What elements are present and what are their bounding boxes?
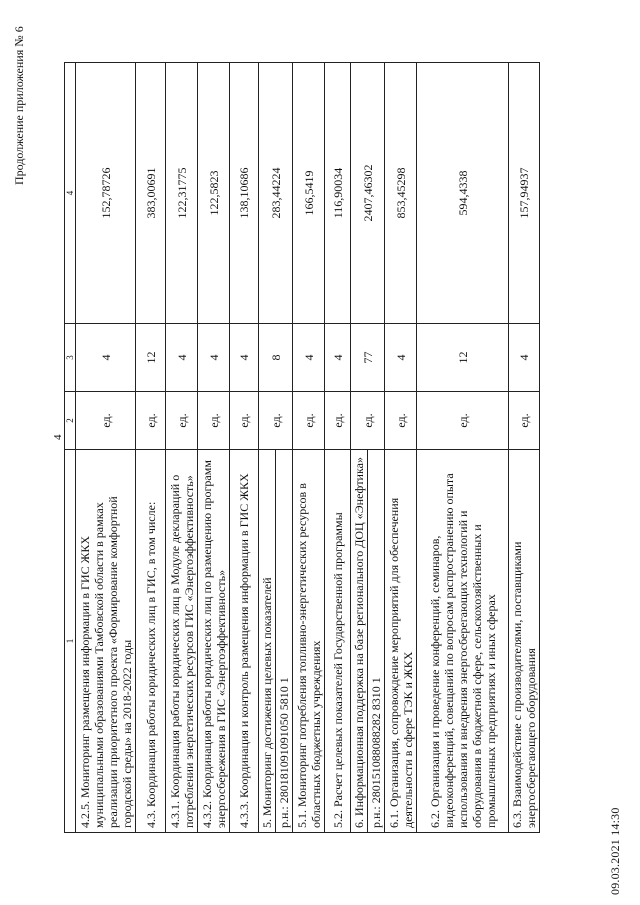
registry-number: р.н.: 280151088088282 8310 1 <box>368 450 385 833</box>
row-quantity: 12 <box>417 324 509 392</box>
row-value: 138,10686 <box>230 63 259 324</box>
row-name: 4.3. Координация работы юридических лиц в ГИС, в том числе: <box>136 450 166 833</box>
row-unit: ед. <box>417 392 509 450</box>
row-quantity: 4 <box>76 324 136 392</box>
row-name: 6.3. Взаимодействие с производителями, поставщиками энергосберегающего оборудования <box>509 450 540 833</box>
row-unit: ед. <box>385 392 417 450</box>
table-row <box>230 63 259 833</box>
row-name: 4.3.3. Координация и контроль размещения информации в ГИС ЖКХ <box>230 450 259 833</box>
row-unit: ед. <box>351 392 385 450</box>
table-row <box>259 63 276 833</box>
row-value: 383,00691 <box>136 63 166 324</box>
row-unit: ед. <box>198 392 230 450</box>
table-row <box>385 63 417 833</box>
row-value: 122,5823 <box>198 63 230 324</box>
table-row <box>351 63 368 833</box>
row-name: 5. Мониторинг достижения целевых показателей <box>259 450 276 833</box>
row-unit: ед. <box>293 392 325 450</box>
table-row <box>293 63 325 833</box>
table-row <box>325 63 351 833</box>
row-unit: ед. <box>166 392 198 450</box>
row-quantity: 4 <box>385 324 417 392</box>
row-name: 5.1. Мониторинг потребления топливно-энергетических ресурсов в областных бюджетных учреждениях <box>293 450 325 833</box>
row-quantity: 77 <box>351 324 385 392</box>
row-name: 4.3.1. Координация работы юридических лиц в Модуле деклараций о потреблении энергетических ресурсов ГИС «Энергоэффективность» <box>166 450 198 833</box>
row-quantity: 8 <box>259 324 293 392</box>
row-value: 283,44224 <box>259 63 293 324</box>
page-number: 4 <box>52 434 64 440</box>
footer-timestamp: 09.03.2021 14:30 <box>608 807 622 895</box>
header-cell: 1 <box>65 450 76 833</box>
table-header-row <box>65 63 76 833</box>
row-name: 6. Информационная поддержка на базе регионального ДОЦ «Энефтика» <box>351 450 368 833</box>
row-name: 4.3.2. Координация работы юридических лиц по размещению программ энергосбережения в ГИС «Энергоэффективность» <box>198 450 230 833</box>
row-unit: ед. <box>325 392 351 450</box>
row-unit: ед. <box>136 392 166 450</box>
continuation-note: Продолжение приложения № 6 <box>12 26 26 185</box>
row-quantity: 4 <box>198 324 230 392</box>
row-unit: ед. <box>76 392 136 450</box>
header-cell: 4 <box>65 63 76 324</box>
row-value: 152,78726 <box>76 63 136 324</box>
row-name: 5.2. Расчет целевых показателей Государственной программы <box>325 450 351 833</box>
row-value: 166,5419 <box>293 63 325 324</box>
row-name: 6.2. Организация и проведение конференций, семинаров, видеоконференций, совещаний по вопросам распространению опыта использования и внедрения энергосберегающих технологий и оборудования в бюджетной сфере, сельскохозяйственных и промышленных предприятиях и иных сферах <box>417 450 509 833</box>
table-row <box>76 63 136 833</box>
row-unit: ед. <box>509 392 540 450</box>
table-row <box>198 63 230 833</box>
data-table <box>64 62 540 833</box>
row-name: 4.2.5. Мониторинг размещения информации в ГИС ЖКХ муниципальными образованиями Тамбовской области в рамках реализации приоритетного проекта «Формирование комфортной городской среды» на 2018-2022 годы <box>76 450 136 833</box>
header-cell: 2 <box>65 392 76 450</box>
table-row <box>166 63 198 833</box>
row-quantity: 4 <box>509 324 540 392</box>
row-value: 157,94937 <box>509 63 540 324</box>
row-quantity: 4 <box>230 324 259 392</box>
row-quantity: 4 <box>325 324 351 392</box>
header-cell: 3 <box>65 324 76 392</box>
row-unit: ед. <box>230 392 259 450</box>
table-row <box>136 63 166 833</box>
row-value: 853,45298 <box>385 63 417 324</box>
row-quantity: 4 <box>293 324 325 392</box>
registry-number: р.н.: 280181091091050 5810 1 <box>276 450 293 833</box>
row-value: 594,4338 <box>417 63 509 324</box>
table-row <box>509 63 540 833</box>
row-unit: ед. <box>259 392 293 450</box>
table-row <box>417 63 509 833</box>
row-name: 6.1. Организация, сопровождение мероприятий для обеспечения деятельности в сфере ТЭК и ЖКХ <box>385 450 417 833</box>
row-value: 122,31775 <box>166 63 198 324</box>
row-value: 116,90034 <box>325 63 351 324</box>
row-quantity: 12 <box>136 324 166 392</box>
row-value: 2407,46302 <box>351 63 385 324</box>
row-quantity: 4 <box>166 324 198 392</box>
